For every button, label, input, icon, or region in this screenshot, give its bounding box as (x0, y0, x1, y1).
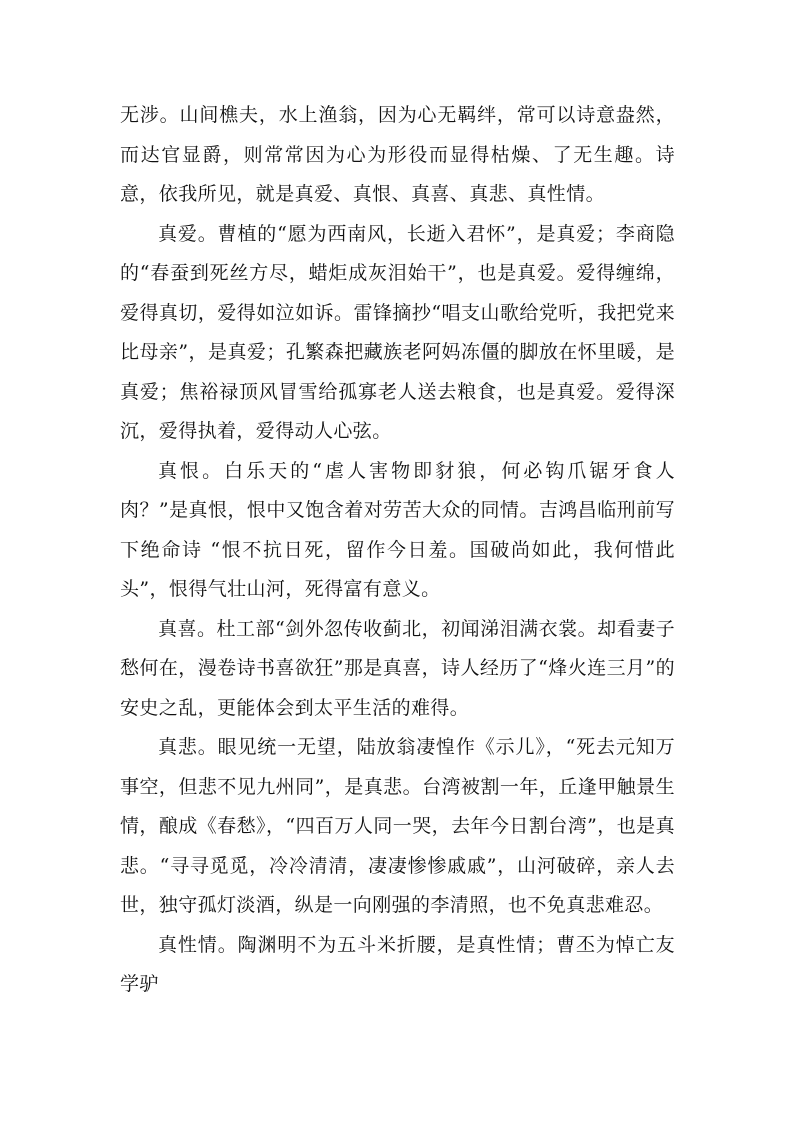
paragraph-true-temperament: 真性情。陶渊明不为五斗米折腰，是真性情；曹丕为悼亡友学驴 (120, 933, 675, 995)
paragraph-true-hate: 真恨。白乐天的“虐人害物即豺狼，何必钩爪锯牙食人肉？”是真恨，恨中又饱含着对劳苦大众的同情。吉鸿昌临刑前写下绝命诗 “恨不抗日死，留作今日羞。国破尚如此，我何惜此头”，恨得气壮山河，死得富有意义。 (120, 459, 675, 600)
paragraph-true-sorrow: 真悲。眼见统一无望，陆放翁凄惶作《示儿》，“死去元知万事空，但悲不见九州同”，是真悲。台湾被割一年，丘逢甲触景生情，酿成《春愁》，“四百万人同一哭，去年今日割台湾”，也是真悲。“寻寻觅觅，冷冷清清，凄凄惨惨戚戚”，山河破碎，亲人去世，独守孤灯淡酒，纵是一向刚强的李清照，也不免真悲难忍。 (120, 736, 675, 916)
paragraph-intro-continuation: 无涉。山间樵夫，水上渔翁，因为心无羁绊，常可以诗意盎然，而达官显爵，则常常因为心为形役而显得枯燥、了无生趣。诗意，依我所见，就是真爱、真恨、真喜、真悲、真性情。 (120, 104, 675, 205)
essay-body (120, 96, 675, 1005)
paragraph-true-joy: 真喜。杜工部“剑外忽传收蓟北，初闻涕泪满衣裳。却看妻子愁何在，漫卷诗书喜欲狂”那是真喜，诗人经历了“烽火连三月”的安史之乱，更能体会到太平生活的难得。 (120, 617, 675, 719)
paragraph-true-love: 真爱。曹植的“愿为西南风，长逝入君怀”，是真爱；李商隐的“春蚕到死丝方尽，蜡炬成灰泪始干”，也是真爱。爱得缠绵，爱得真切，爱得如泣如诉。雷锋摘抄“唱支山歌给党听，我把党来比母亲”，是真爱；孔繁森把藏族老阿妈冻僵的脚放在怀里暖，是真爱；焦裕禄顶风冒雪给孤寡老人送去粮食，也是真爱。爱得深沉，爱得执着，爱得动人心弦。 (120, 222, 675, 442)
